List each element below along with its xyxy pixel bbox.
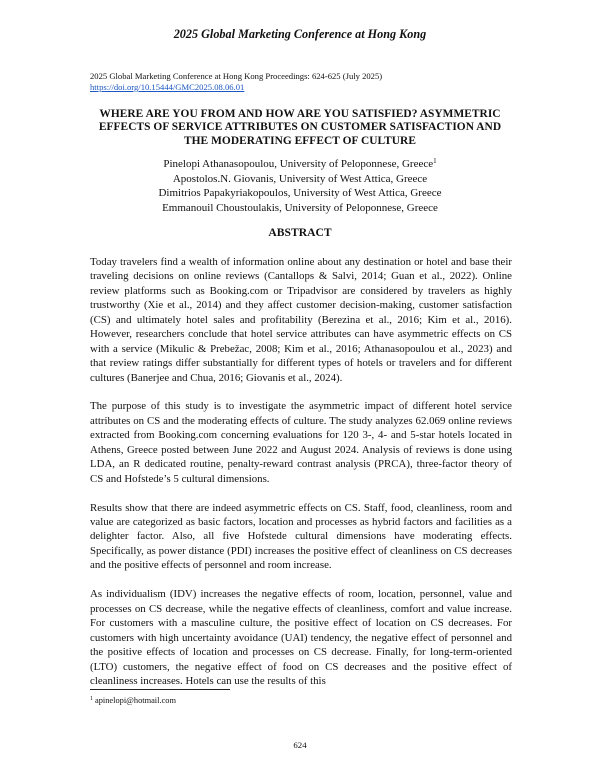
author-line: Emmanouil Choustoulakis, University of Peloponnese, Greece <box>162 201 438 214</box>
page-number: 624 <box>293 740 307 750</box>
proceedings-citation: 2025 Global Marketing Conference at Hong Kong Proceedings: 624-625 (July 2025) <box>90 71 383 81</box>
running-header: 2025 Global Marketing Conference at Hong Kong <box>173 27 427 41</box>
paper-title <box>90 108 510 148</box>
doi-link[interactable]: https://doi.org/10.15444/GMC2025.08.06.01 <box>90 82 245 92</box>
abstract-body <box>90 255 512 703</box>
author-line <box>90 157 510 172</box>
footnote-email: apinelopi@hotmail.com <box>95 696 176 705</box>
footnote-divider <box>90 689 230 690</box>
abstract-paragraph: As individualism (IDV) increases the negative effects of room, location, personnel, value and processes on CS decrease, while the negative effects of cleanliness, comfort and value increase. For customers with a masculine culture, the positive effect of location on CS decreases. For customers with high uncertainty avoidance (UAI) tendency, the negative effect of personnel and the positive effects of location and processes on CS decrease. Finally, for long-term-oriented (LTO) customers, the negative effect of food on CS decreases and the positive effect of cleanliness increases. Hotels can use the results of this <box>90 588 512 687</box>
author-list <box>90 157 510 215</box>
title-line: THE MODERATING EFFECT OF CULTURE <box>184 134 416 147</box>
author-name: Pinelopi Athanasopoulou, University of Peloponnese, Greece <box>163 158 434 170</box>
title-line: WHERE ARE YOU FROM AND HOW ARE YOU SATISFIED? ASYMMETRIC <box>99 108 501 120</box>
abstract-paragraph: Today travelers find a wealth of information online about any destination or hotel and base their traveling decisions on online reviews (Cantallops & Salvi, 2014; Guan et al., 2022). Online review platforms such as Booking.com or Tripadvisor are considered by travelers as highly trustworthy (Xie et al., 2014) and they affect customer decision-making, customer satisfaction (CS) and ultimately hotel sales and profitability (Berezina et al., 2016; Kim et al., 2016). However, researchers conclude that hotel service attributes can have asymmetric effects on CS with a service (Mikulic & Prebežac, 2008; Kim et al., 2016; Athanasopoulou et al., 2023) and that review ratings differ substantially for different types of hotels or travelers and for different cultures (Banerjee and Chua, 2016; Giovanis et al., 2024). <box>90 256 512 384</box>
footnote-number: 1 <box>90 696 93 702</box>
footnote <box>90 696 176 705</box>
proceedings-info <box>90 71 382 93</box>
author-line: Dimitrios Papakyriakopoulos, University of West Attica, Greece <box>158 187 442 199</box>
title-line: EFFECTS OF SERVICE ATTRIBUTES ON CUSTOMER SATISFACTION AND <box>98 121 502 134</box>
abstract-paragraph: Results show that there are indeed asymmetric effects on CS. Staff, food, cleanliness, room and value are categorized as basic factors, location and processes as hybrid factors and facilities as a delighter factor. Also, all five Hofstede cultural dimensions have moderating effects. Specifically, as power distance (PDI) increases the positive effect of cleanliness on CS decreases and the positive effects of personnel and room increase. <box>90 501 512 572</box>
author-line: Apostolos.N. Giovanis, University of West Attica, Greece <box>172 172 428 185</box>
footnote-mark: 1 <box>433 157 437 165</box>
abstract-heading: ABSTRACT <box>268 226 332 239</box>
abstract-paragraph: The purpose of this study is to investigate the asymmetric impact of different hotel service attributes on CS and the moderating effects of culture. The study analyzes 62.069 online reviews extracted from Booking.com concerning evaluations for 120 3-, 4- and 5-star hotels located in Athens, Greece posted between June 2022 and August 2024. Analysis of reviews is done using LDA, an R dedicated routine, penalty-reward contrast analysis (PRCA), three-factor theory of CS and Hofstede’s 5 cultural dimensions. <box>90 400 512 485</box>
